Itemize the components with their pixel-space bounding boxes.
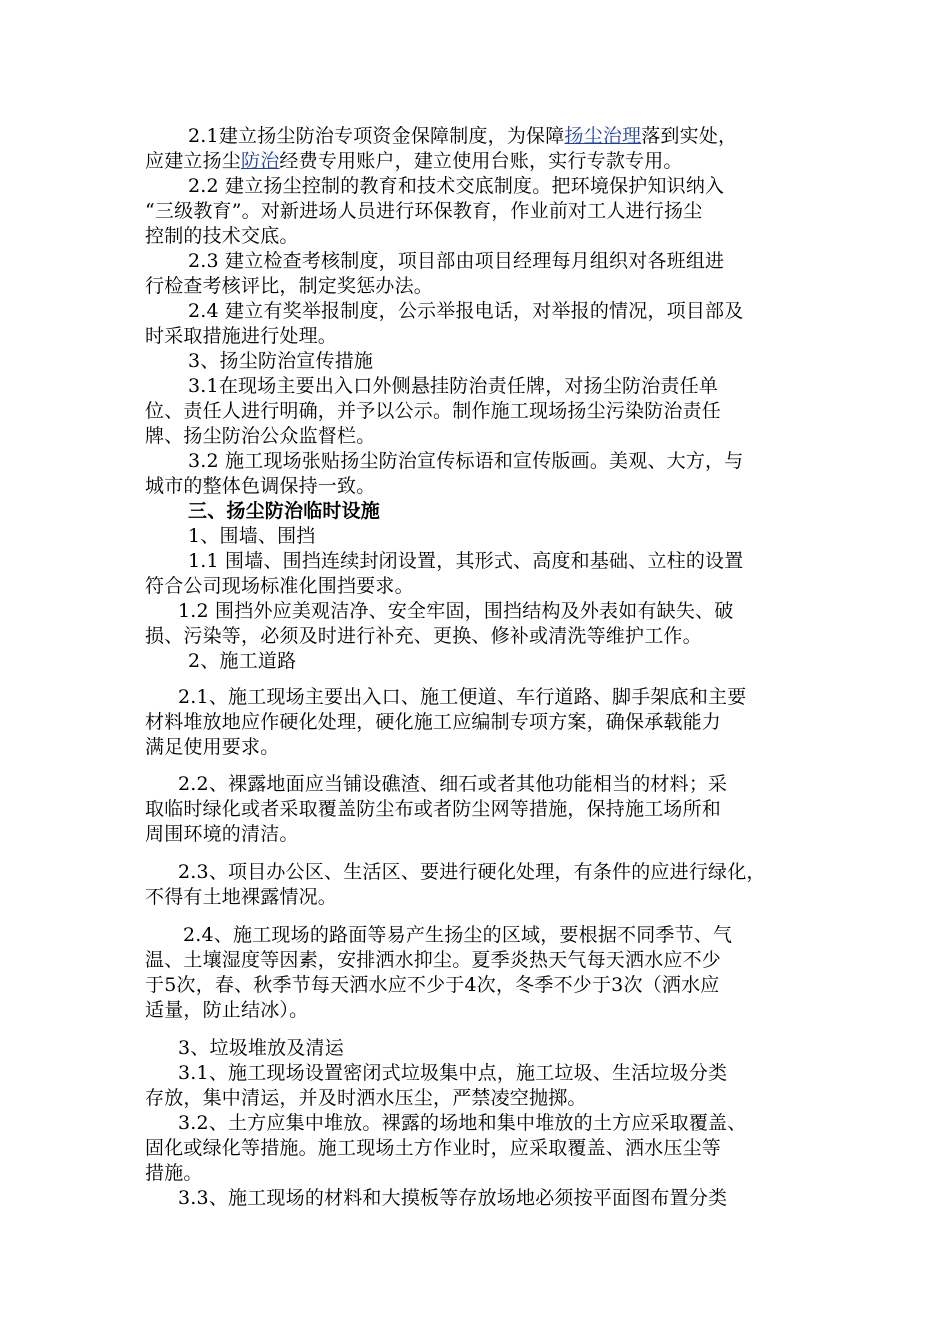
line-text: 经费专用账户，建立使用台账，实行专款专用。 [279,150,683,172]
chapter-heading: 三、扬尘防治临时设施 [188,500,381,522]
paragraph-line [145,149,683,173]
line-text: 应建立扬尘 [145,150,242,172]
paragraph-line: 1.1 围墙、围挡连续封闭设置，其形式、高度和基础、立柱的设置 [188,550,744,572]
section-heading: 2、施工道路 [188,650,297,672]
paragraph-line: 固化或绿化等措施。施工现场土方作业时，应采取覆盖、洒水压尘等 [145,1137,722,1159]
paragraph-line: 措施。 [145,1162,203,1184]
paragraph-line: 3.2 施工现场张贴扬尘防治宣传标语和宣传版画。美观、大方，与 [188,450,744,472]
paragraph-line [188,124,737,148]
paragraph-line: 3.1、施工现场设置密闭式垃圾集中点，施工垃圾、生活垃圾分类 [178,1062,728,1084]
paragraph-line: 不得有土地裸露情况。 [145,886,338,908]
paragraph-line: 周围环境的清洁。 [145,823,299,845]
paragraph-line: 3.2、土方应集中堆放。裸露的场地和集中堆放的土方应采取覆盖、 [178,1112,747,1134]
paragraph-line: 2.2、裸露地面应当铺设礁渣、细石或者其他功能相当的材料；采 [178,773,728,795]
paragraph-line: 3.3、施工现场的材料和大摸板等存放场地必须按平面图布置分类 [178,1187,728,1209]
paragraph-line: 3.1在现场主要出入口外侧悬挂防治责任牌，对扬尘防治责任单 [188,375,719,397]
paragraph-line: 2.4 建立有奖举报制度，公示举报电话，对举报的情况，项目部及 [188,300,744,322]
line-text: 2.1建立扬尘防治专项资金保障制度，为保障 [188,125,565,147]
paragraph-line: 2.1、施工现场主要出入口、施工便道、车行道路、脚手架底和主要 [178,686,747,708]
paragraph-line: 2.4、施工现场的路面等易产生扬尘的区域，要根据不同季节、气 [183,924,733,946]
line-text: 落到实处， [641,125,738,147]
paragraph-line: “三级教育”。对新进场人员进行环保教育，作业前对工人进行扬尘 [145,200,703,222]
paragraph-line: 1.2 围挡外应美观洁净、安全牢固，围挡结构及外表如有缺失、破 [178,600,734,622]
paragraph-line: 城市的整体色调保持一致。 [145,475,376,497]
section-heading: 3、扬尘防治宣传措施 [188,350,374,372]
section-heading: 3、垃圾堆放及清运 [178,1037,344,1059]
paragraph-line: 取临时绿化或者采取覆盖防尘布或者防尘网等措施，保持施工场所和 [145,798,722,820]
paragraph-line: 温、土壤湿度等因素，安排洒水抑尘。夏季炎热天气每天洒水应不少 [145,949,722,971]
paragraph-line: 2.3 建立检查考核制度，项目部由项目经理每月组织对各班组进 [188,250,725,272]
paragraph-line: 控制的技术交底。 [145,225,299,247]
paragraph-line: 满足使用要求。 [145,736,280,758]
paragraph-line: 2.2 建立扬尘控制的教育和技术交底制度。把环境保护知识纳入 [188,175,725,197]
paragraph-line: 行检查考核评比，制定奖惩办法。 [145,275,434,297]
paragraph-line: 适量，防止结冰）。 [145,999,309,1021]
paragraph-line: 牌、扬尘防治公众监督栏。 [145,425,376,447]
hyperlink-prevention[interactable]: 防治 [241,150,280,172]
section-heading: 1、围墙、围挡 [188,525,316,547]
paragraph-line: 符合公司现场标准化围挡要求。 [145,575,414,597]
hyperlink-dust-governance[interactable]: 扬尘治理 [564,125,642,147]
paragraph-line: 存放，集中清运，并及时洒水压尘，严禁凌空抛掷。 [145,1087,587,1109]
paragraph-line: 损、污染等，必须及时进行补充、更换、修补或清洗等维护工作。 [145,625,702,647]
paragraph-line: 位、责任人进行明确，并予以公示。制作施工现场扬尘污染防治责任 [145,400,722,422]
paragraph-line: 时采取措施进行处理。 [145,325,338,347]
paragraph-line: 2.3、项目办公区、生活区、要进行硬化处理，有条件的应进行绿化， [178,861,766,883]
paragraph-line: 于5次，春、秋季节每天洒水应不少于4次，冬季不少于3次（洒水应 [145,974,720,996]
paragraph-line: 材料堆放地应作硬化处理，硬化施工应编制专项方案，确保承载能力 [145,711,722,733]
